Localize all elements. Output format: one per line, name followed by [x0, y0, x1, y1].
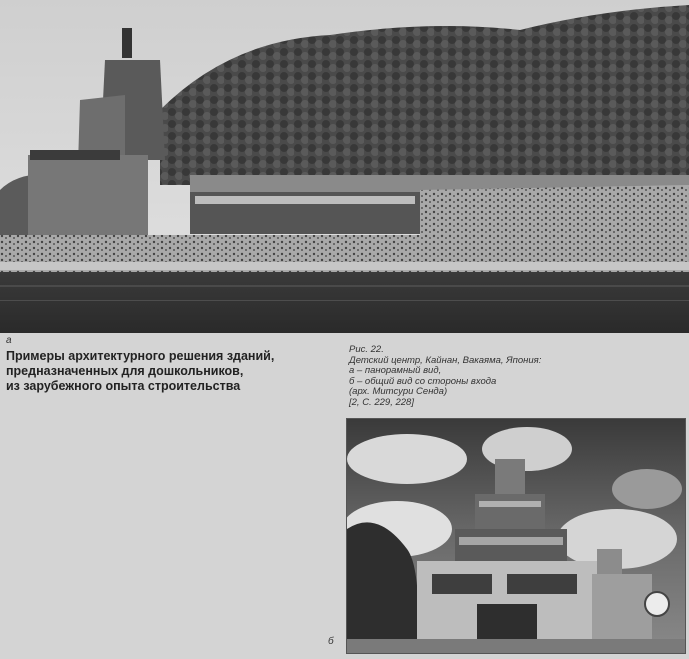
figure-caption	[349, 345, 669, 408]
figure-label-a: а	[6, 335, 12, 346]
section-heading	[6, 349, 336, 394]
caption-line: [2, С. 229, 228]	[349, 396, 414, 408]
heading-line: из зарубежного опыта строительства	[6, 379, 241, 393]
caption-line: (арх. Митсури Сенда)	[349, 386, 448, 397]
caption-line: а – панорамный вид,	[349, 365, 442, 376]
caption-line: Рис. 22.	[349, 344, 384, 355]
entrance-photo	[346, 418, 686, 654]
figure-label-b: б	[328, 636, 334, 647]
heading-line: Примеры архитектурного решения зданий,	[6, 349, 275, 363]
caption-line: б – общий вид со стороны входа	[349, 375, 497, 387]
heading-line: предназначенных для дошкольников,	[6, 364, 244, 378]
caption-line: Детский центр, Кайнан, Вакаяма, Япония:	[349, 354, 542, 366]
